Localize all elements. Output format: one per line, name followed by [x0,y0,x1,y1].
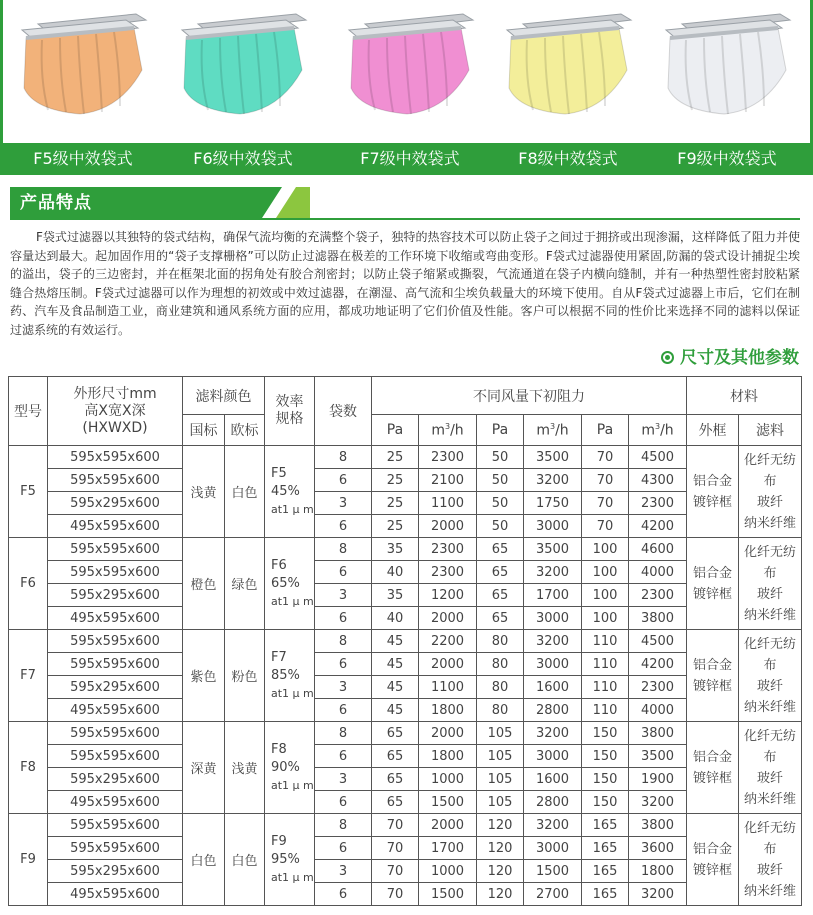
pa3-cell: 165 [582,837,629,860]
pa2-cell: 65 [477,561,524,584]
frame-line-1: 铝合金 [693,473,733,489]
header-pa-1: Pa [372,415,419,446]
q2-cell: 3000 [524,515,582,538]
efficiency-grade: F8 [271,741,287,757]
efficiency-condition: at1 μ m [271,594,314,608]
size-cell: 595x595x600 [48,446,183,469]
q3-cell: 4000 [629,561,687,584]
section-title: 产品特点 [20,193,92,213]
bags-cell: 6 [315,791,372,814]
media-line-1: 化纤无纺布 [744,728,797,765]
size-cell: 595x595x600 [48,469,183,492]
media-line-1: 化纤无纺布 [744,544,797,581]
frame-cell [687,538,739,630]
pa3-cell: 70 [582,469,629,492]
frame-line-1: 铝合金 [693,749,733,765]
efficiency-grade: F6 [271,557,287,573]
q3-cell: 3600 [629,837,687,860]
q3-cell: 4600 [629,538,687,561]
pa2-cell: 105 [477,768,524,791]
frame-cell [687,722,739,814]
pa1-cell: 35 [372,584,419,607]
pa3-cell: 150 [582,791,629,814]
efficiency-percent: 45% [271,483,300,499]
q3-cell: 4500 [629,446,687,469]
size-cell: 595x295x600 [48,860,183,883]
pa1-cell: 70 [372,837,419,860]
q2-cell: 2800 [524,791,582,814]
pa3-cell: 110 [582,630,629,653]
bag-filter-image [664,10,792,118]
q2-cell: 3200 [524,469,582,492]
model-cell: F7 [9,630,48,722]
media-cell [739,538,802,630]
frame-line-1: 铝合金 [693,841,733,857]
national-color-cell: 深黄 [183,722,225,814]
params-title-text: 尺寸及其他参数 [680,348,799,368]
spec-table [8,376,802,906]
pa1-cell: 65 [372,791,419,814]
q3-cell: 2300 [629,676,687,699]
pa1-cell: 45 [372,653,419,676]
q3-cell: 4500 [629,630,687,653]
header-m3h-3: $m^3/h$ [629,415,687,446]
media-line-3: 纳米纤维 [744,699,797,715]
pa1-cell: 25 [372,492,419,515]
pa2-cell: 65 [477,607,524,630]
size-cell: 595x295x600 [48,492,183,515]
national-color-cell: 白色 [183,814,225,906]
frame-cell [687,630,739,722]
section-header [10,187,800,220]
size-cell: 595x595x600 [48,814,183,837]
media-cell [739,814,802,906]
header-efficiency [265,377,315,446]
q1-cell: 2300 [419,446,477,469]
frame-line-2: 镀锌框 [693,770,733,786]
pa1-cell: 65 [372,745,419,768]
efficiency-condition: at1 μ m [271,686,314,700]
pa2-cell: 65 [477,584,524,607]
pa2-cell: 105 [477,722,524,745]
efficiency-cell [265,446,315,538]
bags-cell: 3 [315,676,372,699]
size-cell: 495x595x600 [48,607,183,630]
header-dimensions-line3: (HXWXD) [82,419,148,436]
pa2-cell: 80 [477,699,524,722]
bags-cell: 6 [315,607,372,630]
pa2-cell: 120 [477,860,524,883]
efficiency-cell [265,814,315,906]
efficiency-cell [265,538,315,630]
media-line-2: 玻纤 [757,586,784,602]
header-efficiency-line1: 效率 [275,394,304,410]
header-dimensions-line2: 高X宽X深 [84,402,146,419]
q1-cell: 2000 [419,607,477,630]
product-banner [0,0,813,177]
media-line-1: 化纤无纺布 [744,636,797,673]
q3-cell: 4200 [629,515,687,538]
q2-cell: 3200 [524,722,582,745]
bag-filter-image [180,10,308,118]
pa2-cell: 65 [477,538,524,561]
q2-cell: 3000 [524,745,582,768]
efficiency-grade: F9 [271,833,287,849]
q2-cell: 3200 [524,630,582,653]
q1-cell: 1800 [419,745,477,768]
q2-cell: 1600 [524,676,582,699]
size-cell: 595x295x600 [48,584,183,607]
q2-cell: 3000 [524,653,582,676]
q1-cell: 1000 [419,860,477,883]
header-national: 国标 [183,415,225,446]
size-cell: 495x595x600 [48,791,183,814]
efficiency-cell [265,722,315,814]
q3-cell: 4000 [629,699,687,722]
table-row [9,699,802,722]
pa1-cell: 45 [372,630,419,653]
q1-cell: 1700 [419,837,477,860]
media-line-1: 化纤无纺布 [744,820,797,857]
bags-cell: 8 [315,538,372,561]
bags-cell: 6 [315,469,372,492]
bags-cell: 8 [315,722,372,745]
q3-cell: 2300 [629,584,687,607]
table-row [9,584,802,607]
model-cell: F6 [9,538,48,630]
q2-cell: 3200 [524,814,582,837]
pa1-cell: 35 [372,538,419,561]
pa3-cell: 70 [582,446,629,469]
q2-cell: 1600 [524,768,582,791]
bag-filter-image [347,10,475,118]
media-line-2: 玻纤 [757,678,784,694]
bullet-circle-icon [661,351,674,364]
product-label: F5级中效袋式 [33,149,133,168]
pa2-cell: 50 [477,515,524,538]
frame-line-2: 镀锌框 [693,862,733,878]
bags-cell: 6 [315,515,372,538]
european-color-cell: 粉色 [225,630,265,722]
header-resistance: 不同风量下初阻力 [372,377,687,415]
product-label: F6级中效袋式 [193,149,293,168]
size-cell: 495x595x600 [48,515,183,538]
size-cell: 595x595x600 [48,630,183,653]
table-row [9,538,802,561]
header-model: 型号 [9,377,48,446]
media-line-1: 化纤无纺布 [744,452,797,489]
table-row [9,561,802,584]
header-pa-3: Pa [582,415,629,446]
q1-cell: 1500 [419,883,477,906]
pa2-cell: 105 [477,791,524,814]
table-header-row-1 [9,377,802,415]
product-item [652,0,802,175]
q1-cell: 1800 [419,699,477,722]
pa3-cell: 100 [582,561,629,584]
q3-cell: 3200 [629,791,687,814]
pa1-cell: 45 [372,699,419,722]
media-line-2: 玻纤 [757,862,784,878]
size-cell: 495x595x600 [48,883,183,906]
pa2-cell: 120 [477,837,524,860]
bags-cell: 3 [315,584,372,607]
pa1-cell: 25 [372,446,419,469]
bag-filter-image [505,10,633,118]
pa2-cell: 50 [477,492,524,515]
header-efficiency-line2: 规格 [275,411,304,427]
european-color-cell: 白色 [225,814,265,906]
media-line-2: 玻纤 [757,494,784,510]
product-item [168,0,318,175]
national-color-cell: 橙色 [183,538,225,630]
media-line-3: 纳米纤维 [744,607,797,623]
pa1-cell: 65 [372,722,419,745]
q3-cell: 3800 [629,722,687,745]
pa3-cell: 100 [582,584,629,607]
header-material: 材料 [687,377,802,415]
pa1-cell: 70 [372,883,419,906]
efficiency-grade: F7 [271,649,287,665]
frame-line-2: 镀锌框 [693,678,733,694]
header-media-color: 滤料颜色 [183,377,265,415]
bags-cell: 8 [315,814,372,837]
table-row [9,653,802,676]
product-label: F7级中效袋式 [360,149,460,168]
pa3-cell: 165 [582,814,629,837]
table-row [9,791,802,814]
pa3-cell: 110 [582,699,629,722]
efficiency-condition: at1 μ m [271,870,314,884]
bags-cell: 6 [315,561,372,584]
pa3-cell: 110 [582,676,629,699]
frame-cell [687,814,739,906]
bags-cell: 6 [315,883,372,906]
bags-cell: 6 [315,837,372,860]
header-m3h-1: $m^3/h$ [419,415,477,446]
national-color-cell: 浅黄 [183,446,225,538]
q3-cell: 3500 [629,745,687,768]
q2-cell: 1700 [524,584,582,607]
size-cell: 495x595x600 [48,699,183,722]
table-row [9,446,802,469]
size-cell: 595x595x600 [48,722,183,745]
product-item [493,0,643,175]
frame-line-1: 铝合金 [693,565,733,581]
pa1-cell: 65 [372,768,419,791]
media-line-3: 纳米纤维 [744,515,797,531]
pa3-cell: 165 [582,883,629,906]
frame-line-2: 镀锌框 [693,494,733,510]
efficiency-condition: at1 μ m [271,502,314,516]
european-color-cell: 浅黄 [225,722,265,814]
table-row [9,630,802,653]
table-row [9,768,802,791]
media-cell [739,630,802,722]
header-frame: 外框 [687,415,739,446]
pa2-cell: 50 [477,446,524,469]
pa1-cell: 25 [372,469,419,492]
q3-cell: 1800 [629,860,687,883]
efficiency-grade: F5 [271,465,287,481]
q2-cell: 3500 [524,538,582,561]
q1-cell: 2200 [419,630,477,653]
size-cell: 595x595x600 [48,653,183,676]
product-label: F8级中效袋式 [518,149,618,168]
national-color-cell: 紫色 [183,630,225,722]
pa2-cell: 120 [477,883,524,906]
q3-cell: 3800 [629,607,687,630]
product-item [335,0,485,175]
q3-cell: 3200 [629,883,687,906]
header-media: 滤料 [739,415,802,446]
header-pa-2: Pa [477,415,524,446]
q1-cell: 1500 [419,791,477,814]
media-line-3: 纳米纤维 [744,791,797,807]
pa2-cell: 105 [477,745,524,768]
pa1-cell: 40 [372,561,419,584]
efficiency-percent: 65% [271,575,300,591]
size-cell: 595x595x600 [48,837,183,860]
bag-filter-image [20,10,148,118]
size-cell: 595x595x600 [48,538,183,561]
efficiency-percent: 90% [271,759,300,775]
section-divider [10,218,800,220]
european-color-cell: 白色 [225,446,265,538]
pa3-cell: 110 [582,653,629,676]
model-cell: F9 [9,814,48,906]
bags-cell: 6 [315,653,372,676]
header-dimensions [48,377,183,446]
q1-cell: 2000 [419,653,477,676]
table-row [9,837,802,860]
q1-cell: 1200 [419,584,477,607]
q1-cell: 2300 [419,561,477,584]
media-cell [739,446,802,538]
pa2-cell: 80 [477,653,524,676]
pa1-cell: 70 [372,860,419,883]
header-m3h-2: $m^3/h$ [524,415,582,446]
q1-cell: 2100 [419,469,477,492]
european-color-cell: 绿色 [225,538,265,630]
q2-cell: 1500 [524,860,582,883]
q1-cell: 2300 [419,538,477,561]
efficiency-cell [265,630,315,722]
product-item [8,0,158,175]
params-title [661,344,799,372]
pa1-cell: 70 [372,814,419,837]
table-row [9,492,802,515]
q3-cell: 4200 [629,653,687,676]
size-cell: 595x295x600 [48,768,183,791]
table-row [9,676,802,699]
pa3-cell: 70 [582,492,629,515]
header-bags: 袋数 [315,377,372,446]
pa2-cell: 80 [477,676,524,699]
q2-cell: 3000 [524,837,582,860]
q1-cell: 1100 [419,492,477,515]
bags-cell: 8 [315,630,372,653]
bags-cell: 3 [315,492,372,515]
model-cell: F5 [9,446,48,538]
bags-cell: 8 [315,446,372,469]
pa2-cell: 120 [477,814,524,837]
q2-cell: 2800 [524,699,582,722]
product-description: F袋式过滤器以其独特的袋式结构，确保气流均衡的充满整个袋子，独特的热容技术可以防止袋子之间过于拥挤或出现渗漏，这样降低了阻力并使容量达到最大。起加固作用的“袋子支撑栅格”可以防止过滤器在极差的工作环境下收缩或弯曲变形。F袋式过滤器使用紧固,防漏的袋式设计捕捉尘埃的溢出，袋子的三边密封，并在框架北面的拐角处有胶合剂密封；以防止袋子缩紧或撕裂，气流通道在袋子内横向缝制，并有一种热塑性密封胶粘紧缝合热熔压制。F袋式过滤器可以作为理想的初效或中效过滤器，在潮湿、高气流和尘埃负载量大的环境下使用。自从F袋式过滤器上市后，它们在制药、汽车及食品制造工业，商业建筑和通风系统方面的应用，都成功地证明了它们价值及性能。客户可以根据不同的性价比来选择不同的滤料以保证过滤系统的有效运行。 [10,230,800,337]
q2-cell: 3500 [524,446,582,469]
pa3-cell: 70 [582,515,629,538]
bags-cell: 6 [315,745,372,768]
pa2-cell: 80 [477,630,524,653]
pa3-cell: 165 [582,860,629,883]
pa3-cell: 150 [582,768,629,791]
bags-cell: 6 [315,699,372,722]
pa3-cell: 150 [582,722,629,745]
table-row [9,607,802,630]
q1-cell: 2000 [419,722,477,745]
table-row [9,745,802,768]
q3-cell: 2300 [629,492,687,515]
pa3-cell: 150 [582,745,629,768]
table-row [9,860,802,883]
spec-table-body [9,446,802,906]
bags-cell: 3 [315,768,372,791]
q3-cell: 4300 [629,469,687,492]
header-dimensions-line1: 外形尺寸mm [73,385,157,402]
q2-cell: 3000 [524,607,582,630]
size-cell: 595x595x600 [48,745,183,768]
q2-cell: 2700 [524,883,582,906]
table-row [9,515,802,538]
efficiency-percent: 85% [271,667,300,683]
q1-cell: 1000 [419,768,477,791]
q2-cell: 3200 [524,561,582,584]
model-cell: F8 [9,722,48,814]
q1-cell: 1100 [419,676,477,699]
pa3-cell: 100 [582,538,629,561]
efficiency-percent: 95% [271,851,300,867]
table-row [9,722,802,745]
media-line-3: 纳米纤维 [744,883,797,899]
pa1-cell: 25 [372,515,419,538]
q2-cell: 1750 [524,492,582,515]
frame-cell [687,446,739,538]
header-european: 欧标 [225,415,265,446]
table-row [9,883,802,906]
frame-line-1: 铝合金 [693,657,733,673]
pa3-cell: 100 [582,607,629,630]
size-cell: 595x595x600 [48,561,183,584]
table-row [9,814,802,837]
efficiency-condition: at1 μ m [271,778,314,792]
q1-cell: 2000 [419,814,477,837]
pa2-cell: 50 [477,469,524,492]
bags-cell: 3 [315,860,372,883]
q3-cell: 3800 [629,814,687,837]
pa1-cell: 40 [372,607,419,630]
table-row [9,469,802,492]
frame-line-2: 镀锌框 [693,586,733,602]
size-cell: 595x295x600 [48,676,183,699]
media-line-2: 玻纤 [757,770,784,786]
q3-cell: 1900 [629,768,687,791]
pa1-cell: 45 [372,676,419,699]
product-label: F9级中效袋式 [677,149,777,168]
q1-cell: 2000 [419,515,477,538]
media-cell [739,722,802,814]
